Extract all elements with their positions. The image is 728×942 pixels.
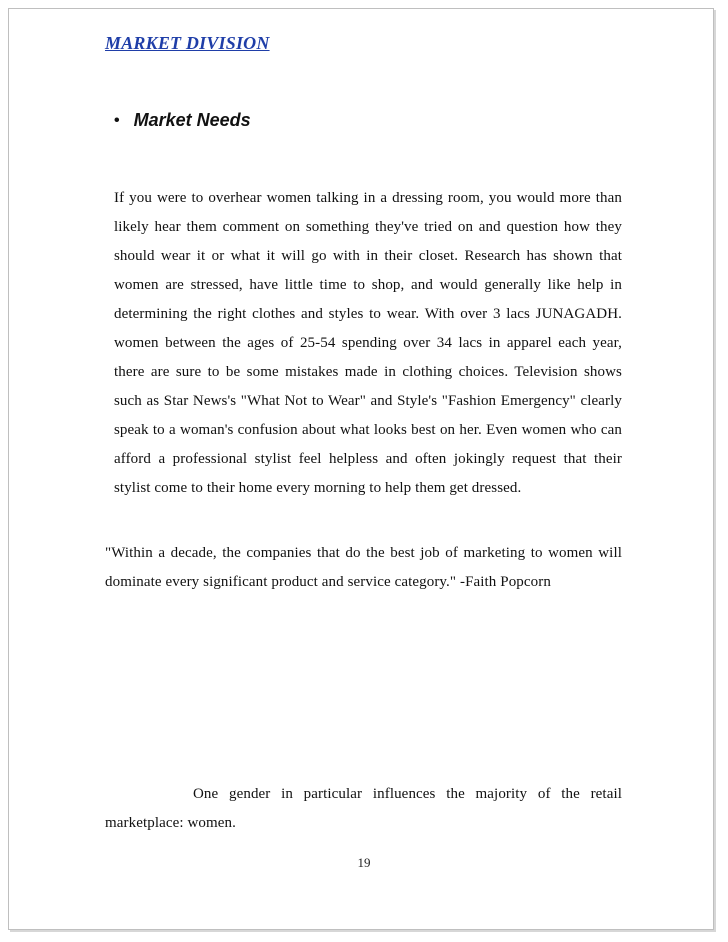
subheading-label: Market Needs bbox=[133, 110, 251, 130]
section-heading: MARKET DIVISION bbox=[105, 33, 270, 53]
intro-paragraph: If you were to overhear women talking in a dressing room, you would more than likely hear them comment on something they've tried on and question how they should wear it or what it will go with in their closet. Research has shown that women are stressed, have little time to shop, and would generally like help in determining the right clothes and styles to wear. With over 3 lacs JUNAGADH. women between the ages of 25-54 spending over 34 lacs in apparel each year, there are sure to be some mistakes made in clothing choices. Television shows such as Star News's "What Not to Wear" and Style's "Fashion Emergency" clearly speak to a woman's confusion about what looks best on her. Even women who can afford a professional stylist feel helpless and often jokingly request that their stylist come to their home every morning to help them get dressed. bbox=[114, 190, 622, 496]
subheading-row bbox=[114, 110, 251, 131]
bullet-icon: • bbox=[114, 111, 120, 129]
quote-paragraph: "Within a decade, the companies that do the best job of marketing to women will dominate every significant product and service category." -Faith Popcorn bbox=[105, 545, 622, 590]
closing-paragraph: One gender in particular influences the majority of the retail marketplace: women. bbox=[105, 786, 622, 831]
page-number: 19 bbox=[357, 855, 371, 870]
